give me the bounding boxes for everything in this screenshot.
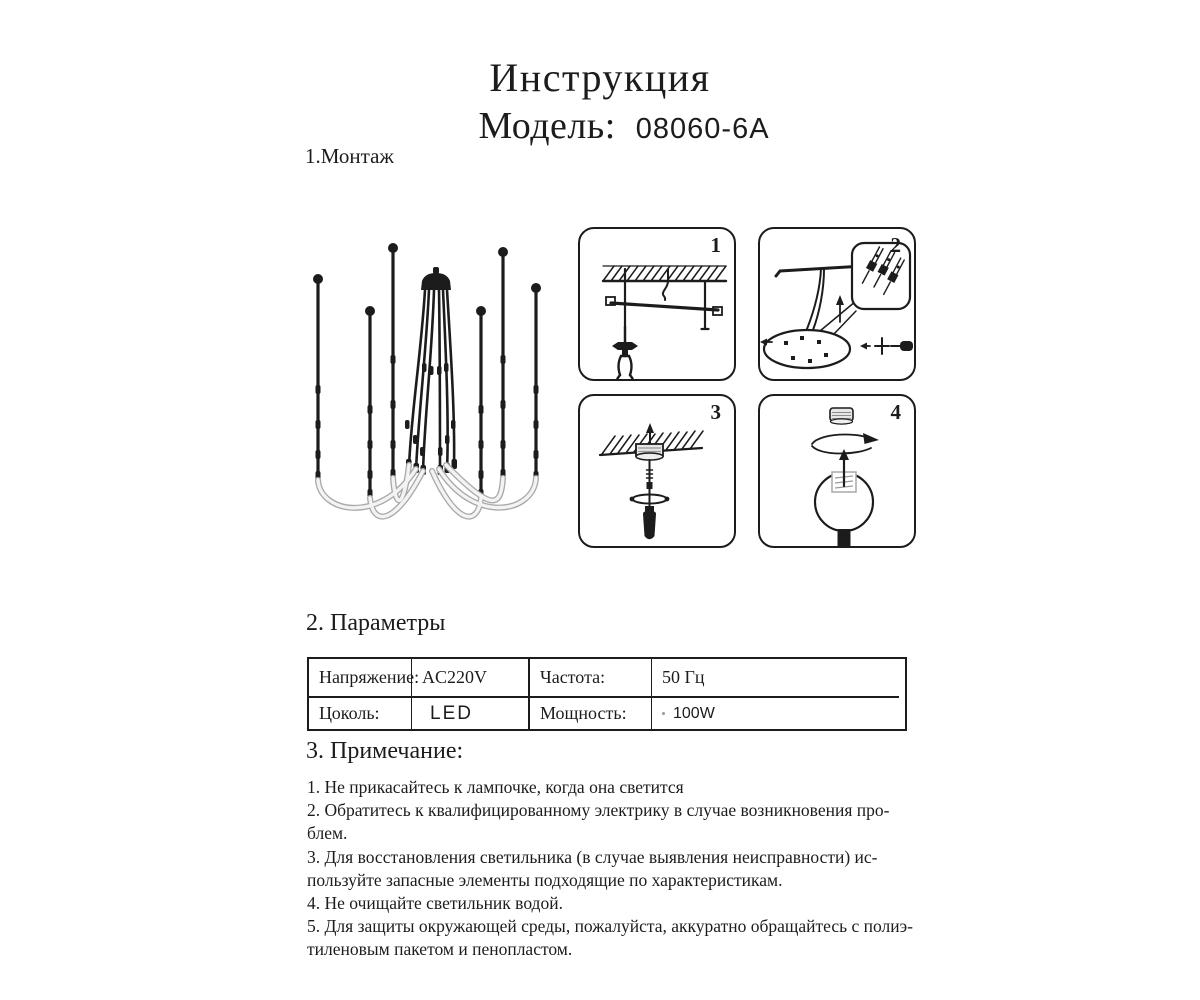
montage-heading: 1.Монтаж (305, 144, 394, 168)
param-label: Частота: (530, 659, 652, 698)
step-number: 3 (710, 400, 721, 424)
model-number: 08060-6A (635, 113, 770, 145)
note-line: блем. (307, 823, 348, 844)
notes-list (307, 776, 927, 962)
chandelier-illustration (295, 235, 565, 535)
page-title: Инструкция (489, 55, 711, 100)
note-line: 4. Не очищайте светильник водой. (307, 893, 563, 914)
model-line (0, 104, 1200, 148)
note-line: тиленовым пакетом и пенопластом. (307, 939, 573, 960)
step-number: 2 (890, 233, 901, 257)
notes-heading: 3. Примечание: (306, 738, 464, 764)
step-number: 1 (710, 233, 721, 257)
model-label: Модель: (478, 105, 616, 147)
note-line: 5. Для защиты окружающей среды, пожалуйста, аккуратно обращайтесь с полиэ- (307, 916, 913, 937)
params-table (307, 657, 907, 731)
param-value: 50 Гц (652, 659, 899, 698)
diagram-step-3 (578, 394, 736, 548)
note-line: 2. Обратитесь к квалифицированному электрику в случае возникновения про- (307, 800, 890, 821)
step-number: 4 (890, 400, 901, 424)
diagram-step-2 (758, 227, 916, 381)
param-label: Мощность: (530, 698, 652, 729)
note-line: пользуйте запасные элементы подходящие по характеристикам. (307, 869, 783, 890)
note-line: 1. Не прикасайтесь к лампочке, когда она светится (307, 777, 684, 797)
param-value: LED (412, 698, 530, 729)
params-heading: 2. Параметры (306, 610, 446, 636)
diagram-step-1 (578, 227, 736, 381)
param-label: Цоколь: (309, 698, 412, 729)
diagram-step-4 (758, 394, 916, 548)
param-label: Напряжение: (309, 659, 412, 698)
param-value: AC220V (412, 659, 530, 698)
param-value: 100W (652, 698, 899, 729)
note-line: 3. Для восстановления светильника (в случае выявления неисправности) ис- (307, 846, 878, 867)
scan-speckle (662, 712, 665, 715)
